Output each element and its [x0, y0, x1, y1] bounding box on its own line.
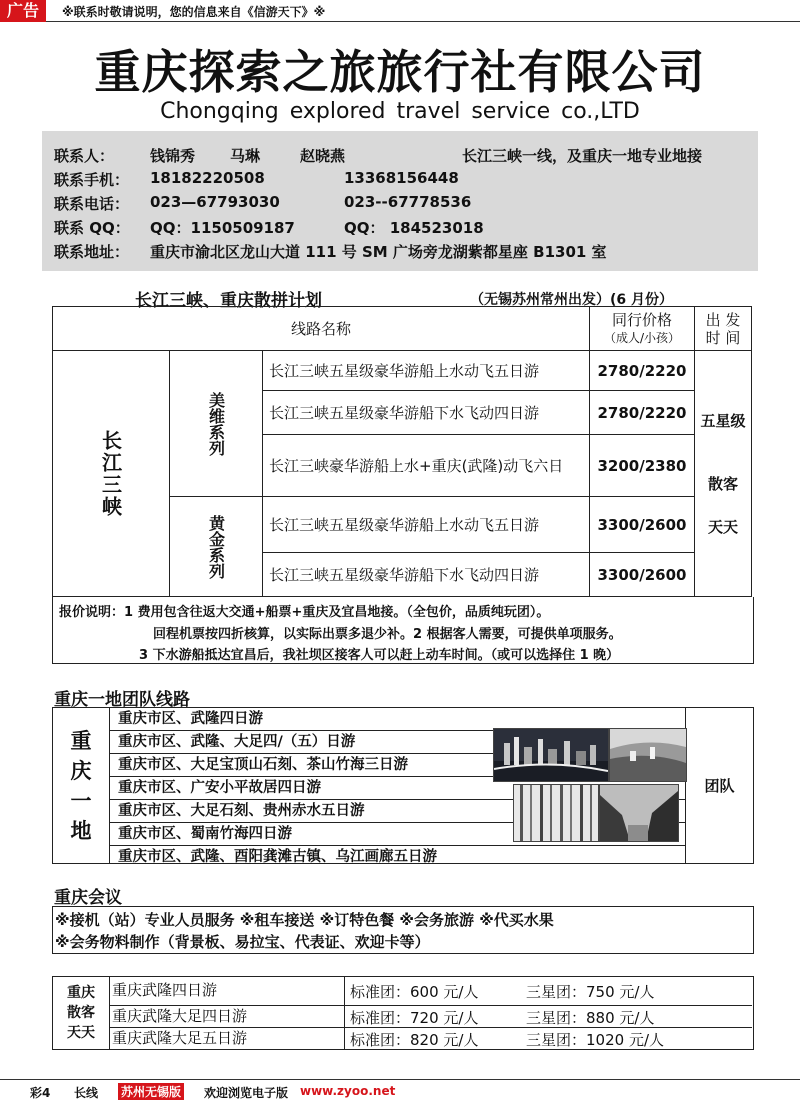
- qq-1: QQ：1150509187: [150, 219, 295, 237]
- yangtze-header-row: [53, 307, 752, 351]
- daily-side-line: 重庆: [67, 985, 95, 1001]
- ad-tag: 广告: [0, 0, 46, 22]
- route-price: 3300/2600: [590, 553, 695, 597]
- price-header: [590, 307, 695, 351]
- note-line-2: 回程机票按四折核算，以实际出票多退少补。2 根据客人需要，可提供单项服务。: [153, 627, 622, 642]
- price-notes: [52, 597, 754, 664]
- mobile-1: 18182220508: [150, 169, 265, 187]
- depart-line-1: 五星级: [700, 412, 746, 430]
- note-line-3: 3 下水游船抵达宜昌后，我社坝区接客人可以赶上动车时间。（或可以选择住 1 晚）: [139, 648, 620, 663]
- gorge-photo: [599, 784, 679, 842]
- daily-row: [110, 977, 752, 1006]
- daily-route: 重庆武隆大足四日游: [110, 1006, 345, 1027]
- daily-row: [110, 1006, 752, 1028]
- footer-section: 长线: [74, 1086, 99, 1100]
- footer-page: 彩4: [30, 1086, 51, 1100]
- phone-2: 023--67778536: [344, 193, 472, 211]
- local-route: 重庆市区、武隆、酉阳龚滩古镇、乌江画廊五日游: [118, 849, 437, 865]
- daily-star-price: 三星团：750 元/人: [526, 983, 655, 1001]
- person-2: 马琳: [230, 147, 261, 165]
- daily-side-line: 天天: [67, 1025, 95, 1041]
- phone-label: 联系电话：: [54, 195, 130, 213]
- mobile-2: 13368156448: [344, 169, 459, 187]
- route-name: 长江三峡五星级豪华游船上水动飞五日游: [263, 497, 590, 553]
- daily-star-price: 三星团：1020 元/人: [526, 1031, 664, 1049]
- local-table: [52, 707, 754, 864]
- depart-header: [695, 307, 752, 351]
- contact-box: [42, 131, 758, 271]
- address-label: 联系地址：: [54, 243, 130, 261]
- yangtze-subtitle: （无锡苏州常州出发）(6 月份）: [470, 292, 674, 308]
- local-route: 重庆市区、武隆四日游: [110, 708, 685, 731]
- route-price: 2780/2220: [590, 351, 695, 391]
- depart-header-main: 出 发: [705, 310, 741, 329]
- footer-url-link[interactable]: www.zyoo.net: [300, 1084, 396, 1098]
- daily-row: [110, 1028, 752, 1049]
- route-price: 2780/2220: [590, 391, 695, 435]
- top-divider: [46, 21, 800, 22]
- yangtze-title: 长江三峡、重庆散拼计划: [135, 291, 322, 311]
- local-route: 重庆市区、大足石刻、贵州赤水五日游: [110, 800, 685, 823]
- company-name-cn: 重庆探索之旅旅行社有限公司: [94, 45, 706, 99]
- depart-cell: [695, 351, 752, 597]
- qq-label: 联系 QQ：: [54, 219, 130, 237]
- route-header: 线路名称: [53, 307, 590, 351]
- local-title: 重庆一地团队线路: [54, 690, 190, 710]
- daily-std-price: 标准团：720 元/人: [350, 1009, 479, 1027]
- address-value: 重庆市渝北区龙山大道 111 号 SM 广场旁龙湖紫都星座 B1301 室: [150, 243, 607, 261]
- yangtze-table: [52, 306, 752, 597]
- local-route: 重庆市区、蜀南竹海四日游: [110, 823, 685, 846]
- route-name: 长江三峡五星级豪华游船下水飞动四日游: [263, 553, 590, 597]
- side-char: 重: [70, 728, 92, 753]
- side-char: 地: [70, 818, 92, 843]
- local-side-label: [53, 708, 110, 863]
- series-meiwei: 美维系列: [170, 351, 263, 497]
- side-char: 庆: [70, 758, 92, 783]
- services-line-1: ※接机（站）专业人员服务 ※租车接送 ※订特色餐 ※会务旅游 ※代买水果: [55, 911, 554, 929]
- local-type: 团队: [685, 708, 753, 863]
- route-name: 长江三峡五星级豪华游船上水动飞五日游: [263, 351, 590, 391]
- footer-tag: 苏州无锡版: [118, 1083, 184, 1100]
- services-line-2: ※会务物料制作（背景板、易拉宝、代表证、欢迎卡等）: [55, 933, 430, 951]
- region-label: 长江三峡: [53, 351, 170, 597]
- daily-std-price: 标准团：820 元/人: [350, 1031, 479, 1049]
- local-route: 重庆市区、广安小平故居四日游: [110, 777, 685, 800]
- route-price: 3300/2600: [590, 497, 695, 553]
- meeting-services: [52, 906, 754, 954]
- daily-table: [52, 976, 754, 1050]
- daily-route: 重庆武隆四日游: [110, 977, 345, 1005]
- price-header-main: 同行价格: [611, 310, 672, 329]
- company-name-en: Chongqing explored travel service co.,LTD: [160, 99, 640, 124]
- person-label: 联系人：: [54, 147, 115, 165]
- phone-1: 023—67793030: [150, 193, 280, 211]
- ad-note: ※联系时敬请说明，您的信息来自《信游天下》※: [62, 5, 326, 19]
- footer-text: 欢迎浏览电子版: [204, 1086, 289, 1100]
- person-1: 钱锦秀: [150, 147, 196, 165]
- qq-2: QQ： 184523018: [344, 219, 484, 237]
- depart-header-sub: 时 间: [705, 328, 741, 347]
- meeting-title: 重庆会议: [54, 888, 122, 908]
- series-gold: 黄金系列: [170, 497, 263, 597]
- local-route: 重庆市区、大足宝顶山石刻、茶山竹海三日游: [110, 754, 685, 777]
- depart-line-2: 散客: [707, 475, 738, 493]
- footer: [0, 1079, 800, 1101]
- note-line-1: 报价说明：1 费用包含往返大交通+船票+重庆及宜昌地接。（全包价，品质纯玩团）。: [59, 605, 550, 620]
- route-price: 3200/2380: [590, 435, 695, 497]
- daily-route: 重庆武隆大足五日游: [110, 1028, 345, 1049]
- mobile-label: 联系手机：: [54, 171, 130, 189]
- side-char: 一: [70, 788, 92, 813]
- bamboo-forest-photo: [513, 784, 599, 842]
- daily-side-line: 散客: [67, 1005, 95, 1021]
- city-aerial-photo: [609, 728, 687, 782]
- route-name: 长江三峡豪华游船上水+重庆(武隆)动飞六日: [263, 435, 590, 497]
- route-row: [53, 351, 752, 391]
- person-3: 赵晓燕: [300, 147, 346, 165]
- city-night-photo: [493, 728, 609, 782]
- price-header-sub: （成人/小孩）: [603, 330, 681, 345]
- local-route: 重庆市区、武隆、大足四/（五）日游: [110, 731, 685, 754]
- route-name: 长江三峡五星级豪华游船下水飞动四日游: [263, 391, 590, 435]
- daily-std-price: 标准团：600 元/人: [350, 983, 479, 1001]
- daily-side-label: [53, 977, 110, 1049]
- daily-star-price: 三星团：880 元/人: [526, 1009, 655, 1027]
- depart-line-3: 天天: [707, 518, 738, 536]
- contact-slogan: 长江三峡一线，及重庆一地专业地接: [462, 147, 703, 165]
